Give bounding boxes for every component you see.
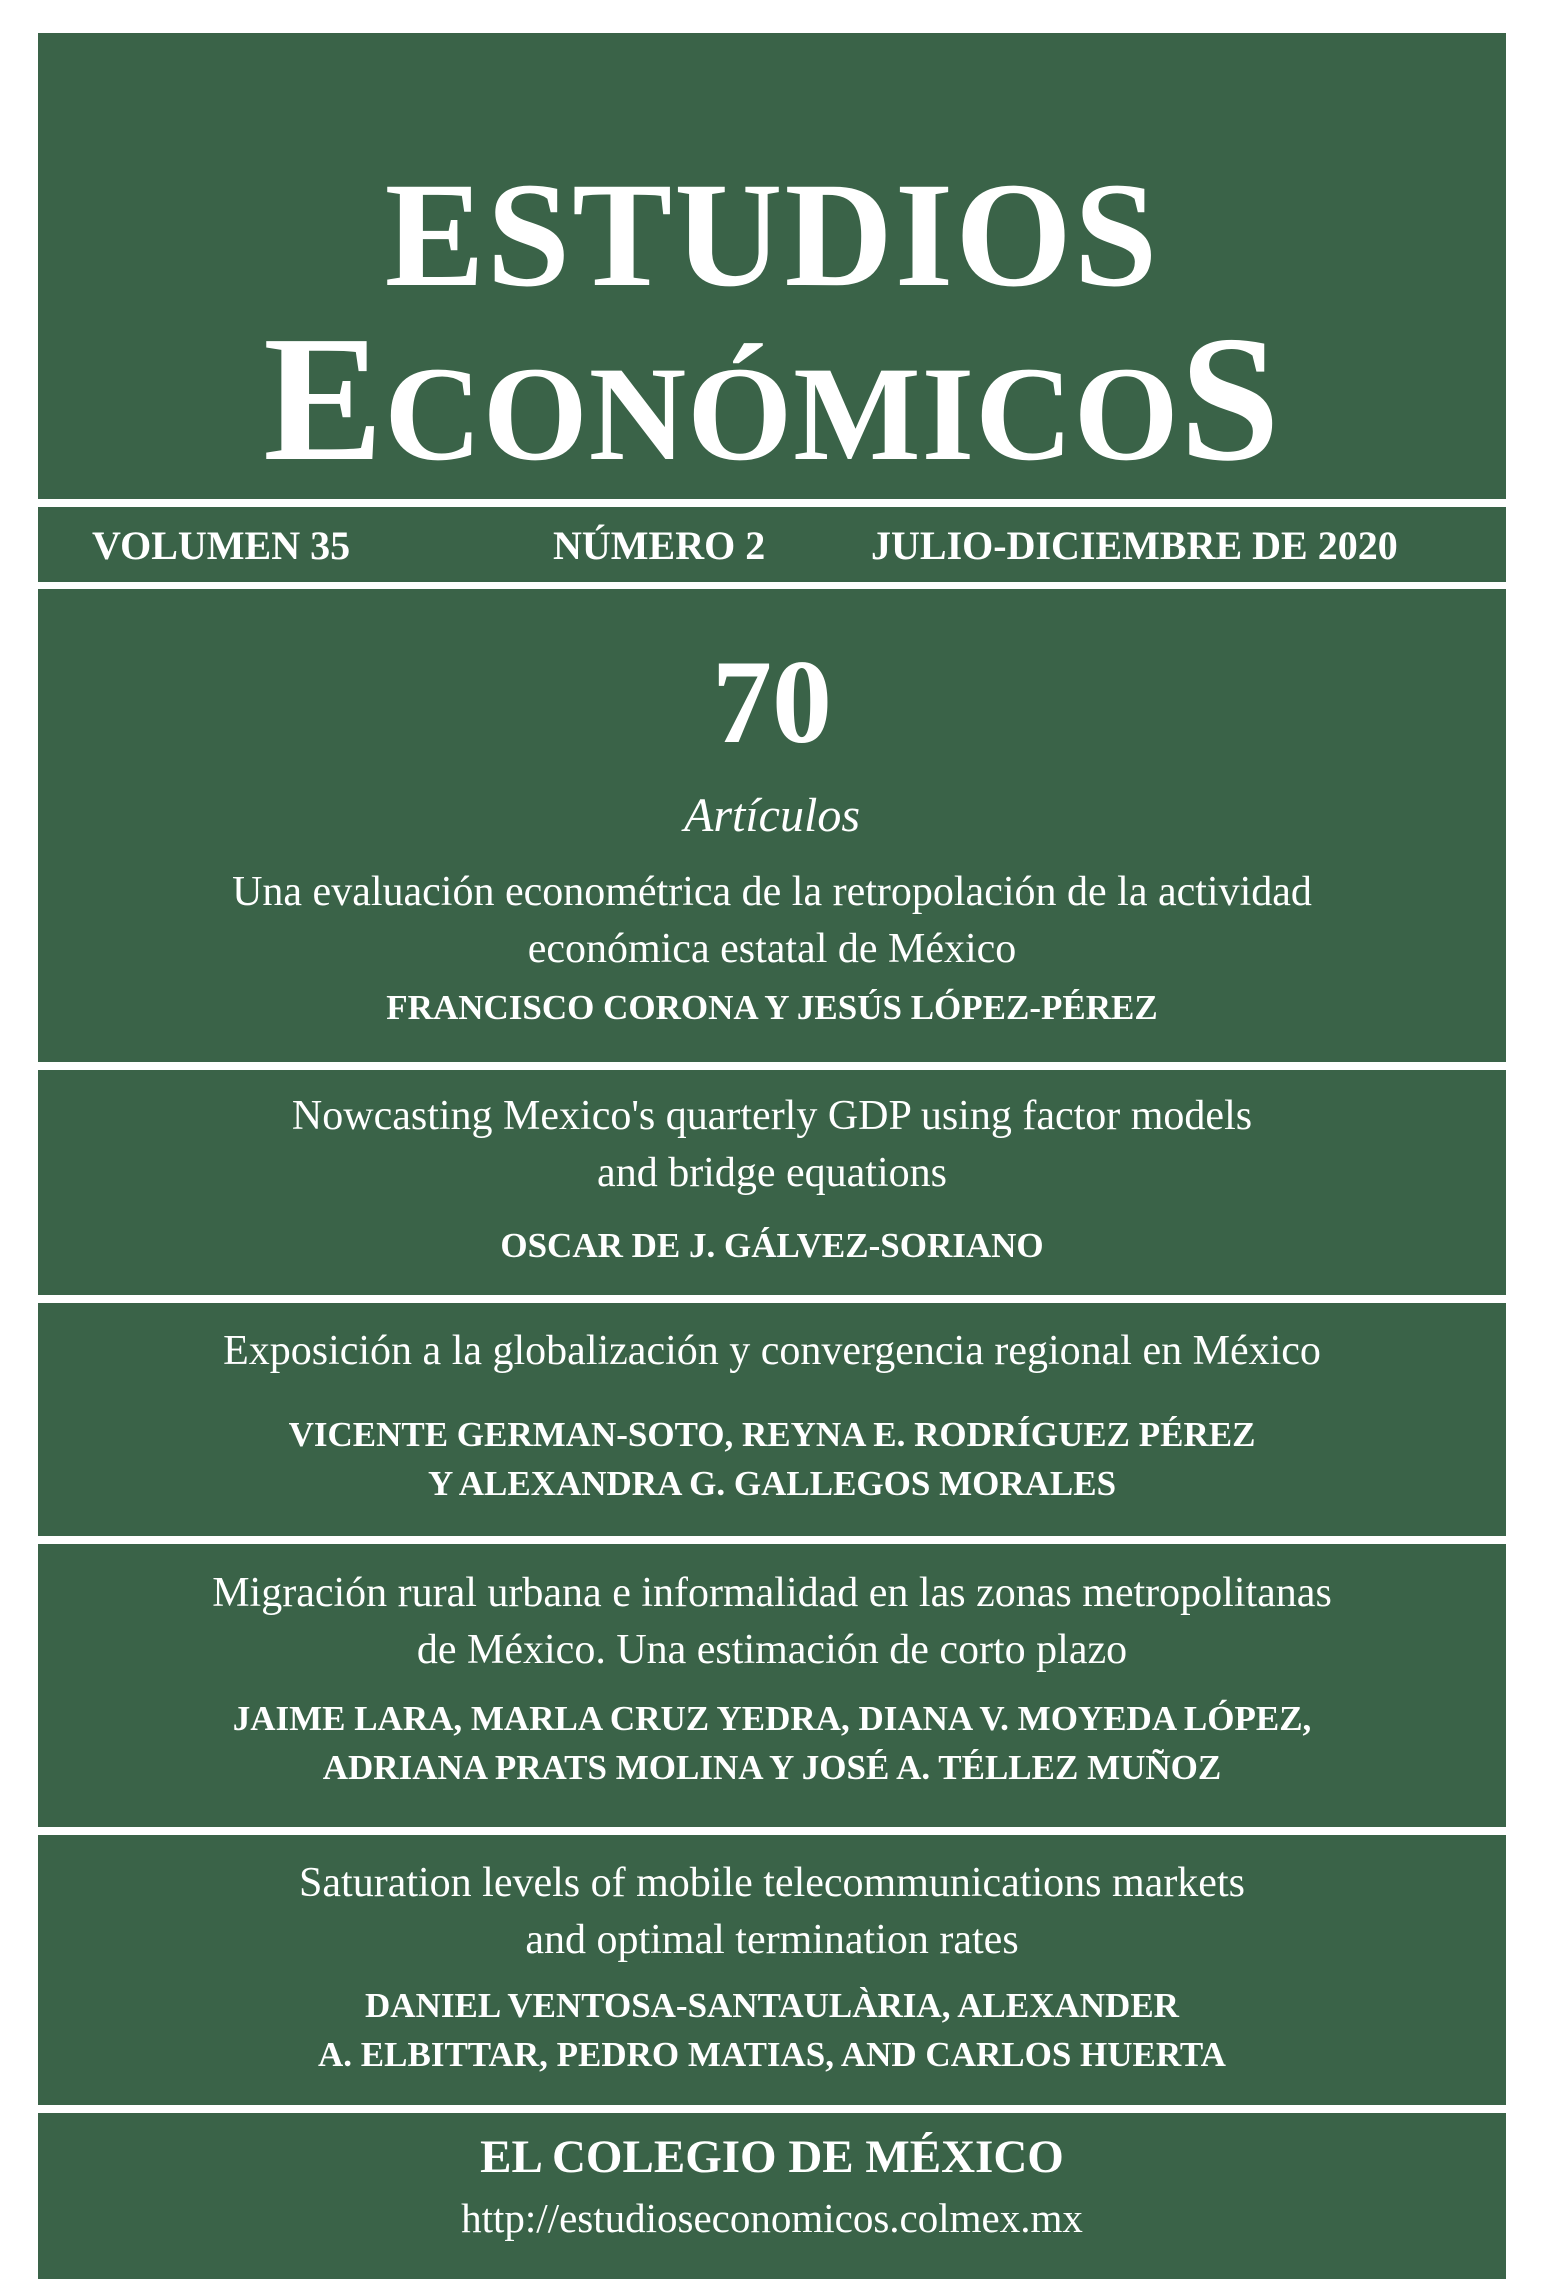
article-authors-line: DANIEL VENTOSA-SANTAULÀRIA, ALEXANDER bbox=[365, 1986, 1179, 2025]
issue-number: 70 bbox=[712, 635, 832, 768]
article-authors bbox=[38, 1221, 1506, 1270]
article-panel-1 bbox=[38, 589, 1506, 1062]
article-title bbox=[38, 864, 1506, 978]
article-authors-line: Y ALEXANDRA G. GALLEGOS MORALES bbox=[427, 1464, 1117, 1503]
article-panel-4 bbox=[38, 1544, 1506, 1827]
article-title-line: Una evaluación econométrica de la retropolación de la actividad bbox=[232, 869, 1312, 915]
publisher-footer bbox=[38, 2113, 1506, 2279]
section-label: Artículos bbox=[684, 789, 860, 842]
journal-title-smallcaps: CONÓMICO bbox=[384, 340, 1180, 489]
journal-title-line1: ESTUDIOS bbox=[384, 152, 1160, 318]
article-authors bbox=[38, 1410, 1506, 1508]
article-authors bbox=[38, 983, 1506, 1032]
article-title bbox=[38, 1088, 1506, 1202]
article-title-line: and bridge equations bbox=[597, 1150, 947, 1196]
volume-label: VOLUMEN 35 bbox=[92, 523, 351, 568]
issue-meta-bar bbox=[38, 507, 1506, 582]
article-title-line: Saturation levels of mobile telecommunications markets bbox=[299, 1860, 1245, 1906]
article-panel-2 bbox=[38, 1070, 1506, 1295]
article-panel-5 bbox=[38, 1835, 1506, 2105]
article-title-line: Exposición a la globalización y convergencia regional en México bbox=[223, 1328, 1321, 1374]
article-title-line: Migración rural urbana e informalidad en las zonas metropolitanas bbox=[212, 1570, 1332, 1616]
article-panel-3 bbox=[38, 1303, 1506, 1536]
article-title bbox=[38, 1323, 1506, 1380]
journal-title-line2 bbox=[38, 299, 1506, 498]
article-title-line: de México. Una estimación de corto plazo bbox=[416, 1627, 1128, 1673]
publisher-name: EL COLEGIO DE MÉXICO bbox=[480, 2131, 1064, 2183]
article-authors-line: FRANCISCO CORONA Y JESÚS LÓPEZ-PÉREZ bbox=[386, 988, 1158, 1027]
number-label: NÚMERO 2 bbox=[553, 523, 766, 568]
period-label: JULIO-DICIEMBRE DE 2020 bbox=[871, 523, 1398, 568]
publisher-url: http://estudioseconomicos.colmex.mx bbox=[461, 2195, 1083, 2241]
article-title bbox=[38, 1565, 1506, 1679]
article-authors-line: ADRIANA PRATS MOLINA Y JOSÉ A. TÉLLEZ MUÑOZ bbox=[322, 1748, 1222, 1787]
article-title bbox=[38, 1855, 1506, 1969]
article-authors-line: VICENTE GERMAN-SOTO, REYNA E. RODRÍGUEZ PÉREZ bbox=[288, 1415, 1256, 1454]
article-authors bbox=[38, 1694, 1506, 1792]
article-authors bbox=[38, 1981, 1506, 2079]
masthead-panel bbox=[38, 33, 1506, 499]
article-title-line: Nowcasting Mexico's quarterly GDP using factor models bbox=[291, 1093, 1253, 1139]
journal-title-final: S bbox=[1179, 299, 1281, 498]
journal-title-initial: E bbox=[263, 299, 385, 498]
article-authors-line: JAIME LARA, MARLA CRUZ YEDRA, DIANA V. MOYEDA LÓPEZ, bbox=[232, 1699, 1312, 1738]
article-title-line: and optimal termination rates bbox=[525, 1917, 1019, 1963]
article-title-line: económica estatal de México bbox=[527, 926, 1017, 972]
article-authors-line: OSCAR DE J. GÁLVEZ-SORIANO bbox=[500, 1226, 1044, 1265]
article-authors-line: A. ELBITTAR, PEDRO MATIAS, AND CARLOS HUERTA bbox=[318, 2035, 1226, 2074]
